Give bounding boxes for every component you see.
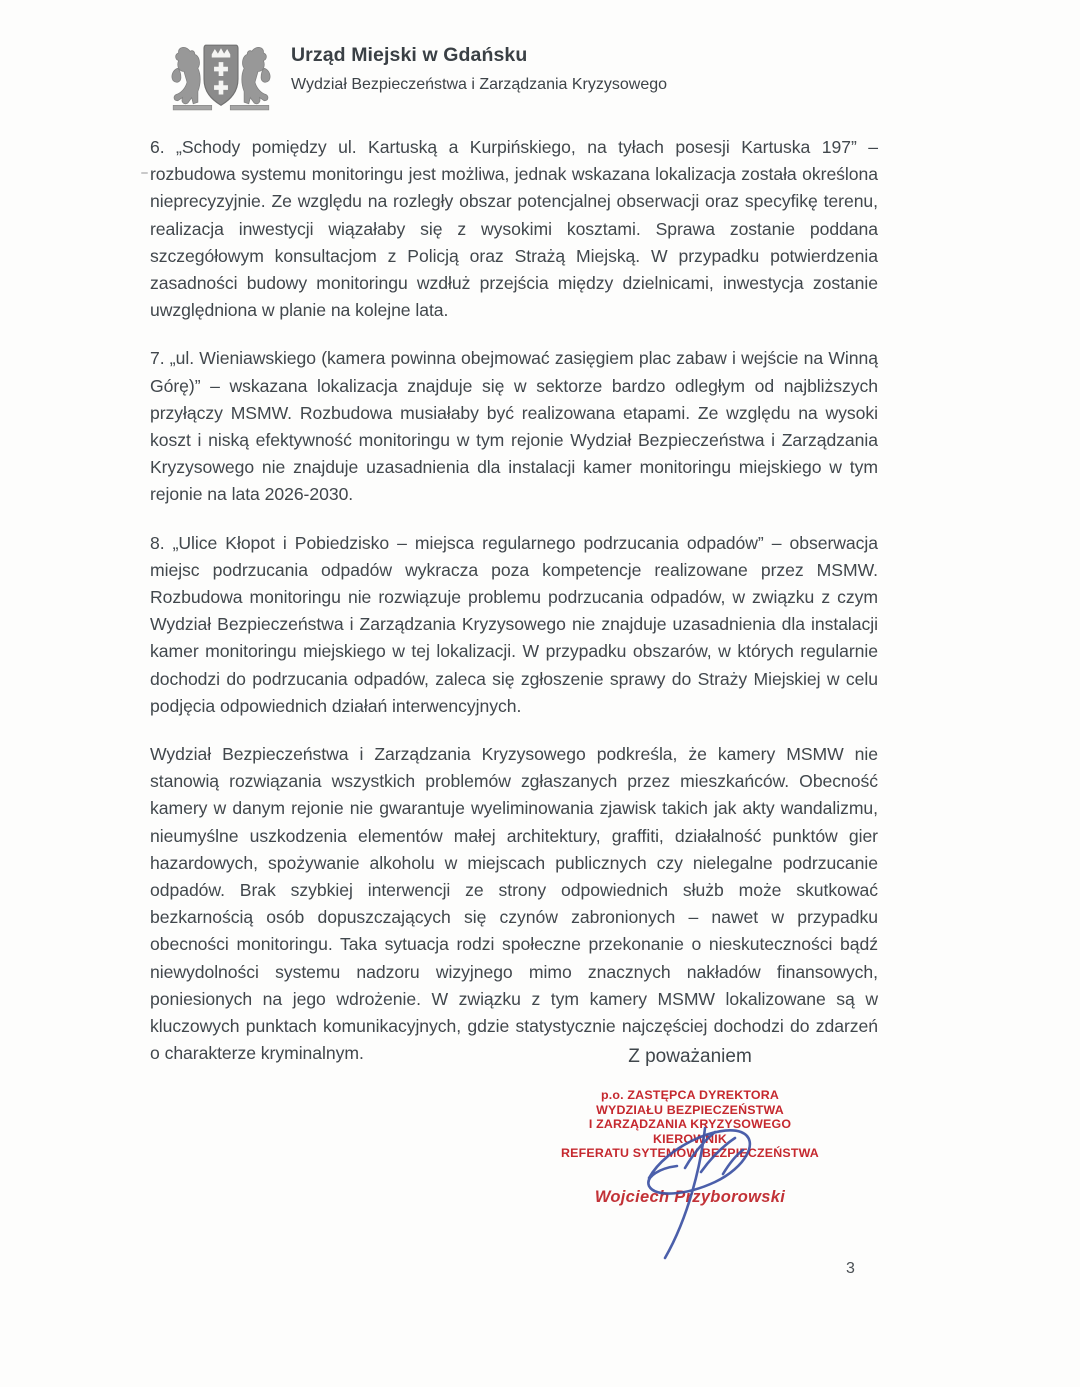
- department-name: Wydział Bezpieczeństwa i Zarządzania Kryzysowego: [291, 76, 668, 93]
- letter-body: [150, 134, 878, 1089]
- salutation: Z poważaniem: [628, 1046, 752, 1067]
- letterhead: [167, 36, 667, 116]
- letterhead-text: [291, 36, 667, 94]
- signatory-name: Wojciech Przyborowski: [594, 1187, 786, 1206]
- stamp-line: WYDZIAŁU BEZPIECZEŃSTWA: [596, 1102, 784, 1117]
- stamp-line: REFERATU SYTEMÓW BEZPIECZEŃSTWA: [561, 1146, 819, 1161]
- stamp-line: p.o. ZASTĘPCA DYREKTORA: [600, 1088, 780, 1102]
- stamp-line: I ZARZĄDZANIA KRYZYSOWEGO: [588, 1117, 792, 1132]
- scan-artifact: [141, 172, 148, 174]
- closing-block: [555, 1046, 825, 1207]
- gdansk-coat-of-arms-icon: [167, 36, 275, 116]
- paragraph-7: 7. „ul. Wieniawskiego (kamera powinna obejmować zasięgiem plac zabaw i wejście na Winną Górę)” – wskazana lokalizacja znajduje się w sektorze bardzo odległym od najbliższych przyłączy MSMW. Rozbudowa musiałaby być realizowana etapami. Ze względu na wysoki koszt i niską efektywność monitoringu w tym rejonie Wydział Bezpieczeństwa i Zarządzania Kryzysowego nie znajduje uzasadnienia dla instalacji kamer monitoringu miejskiego w tym rejonie na lata 2026-2030.: [150, 348, 878, 505]
- organization-name: Urząd Miejski w Gdańsku: [291, 44, 528, 66]
- page-number: 3: [846, 1260, 855, 1277]
- stamp-line: KIEROWNIK: [652, 1131, 728, 1146]
- official-stamp: [555, 1088, 825, 1161]
- paragraph-summary: Wydział Bezpieczeństwa i Zarządzania Kryzysowego podkreśla, że kamery MSMW nie stanowią rozwiązania wszystkich problemów zgłaszanych przez mieszkańców. Obecność kamery w danym rejonie nie gwarantuje wyeliminowania zjawisk takich jak akty wandalizmu, nieumyślne uszkodzenia elementów małej architektury, graffiti, działalność punktów gier hazardowych, spożywanie alkoholu w miejscach publicznych czy nielegalne podrzucanie odpadów. Brak szybkiej interwencji ze strony odpowiednich służb może skutkować bezkarnością osób dopuszczających się czynów zabronionych – nawet w przypadku obecności monitoringu. Taka sytuacja rodzi społeczne przekonanie o nieskuteczności bądź niewydolności systemu nadzoru wizyjnego mimo znacznych nakładów finansowych, poniesionych na jego wdrożenie. W związku z tym kamery MSMW lokalizowane są w kluczowych punktach komunikacyjnych, gdzie statystycznie najczęściej dochodzi do zdarzeń o charakterze kryminalnym.: [150, 744, 878, 1064]
- paragraph-8: 8. „Ulice Kłopot i Pobiedzisko – miejsca regularnego podrzucania odpadów” – obserwacja miejsc podrzucania odpadów wykracza poza kompetencje realizowane przez MSMW. Rozbudowa monitoringu nie rozwiązuje problemu podrzucania odpadów, w związku z czym Wydział Bezpieczeństwa i Zarządzania Kryzysowego nie znajduje uzasadnienia dla instalacji kamer monitoringu miejskiego w tej lokalizacji. W przypadku obszarów, w których regularnie dochodzi do podrzucania odpadów, zaleca się zgłoszenie sprawy do Straży Miejskiej w celu podjęcia odpowiednich działań interwencyjnych.: [150, 532, 878, 716]
- paragraph-6: 6. „Schody pomiędzy ul. Kartuską a Kurpińskiego, na tyłach posesji Kartuska 197” – rozbudowa systemu monitoringu jest możliwa, jednak wskazana lokalizacja została określona nieprecyzyjnie. Ze względu na rozległy obszar potencjalnej obserwacji oraz specyfikę terenu, realizacja inwestycji wiązałaby się z wysokimi kosztami. Sprawa zostanie poddana szczegółowym konsultacjom z Policją oraz Strażą Miejską. W przypadku potwierdzenia zasadności budowy monitoringu wzdłuż przejścia między dzielnicami, inwestycja zostanie uwzględniona w planie na kolejne lata.: [150, 137, 878, 321]
